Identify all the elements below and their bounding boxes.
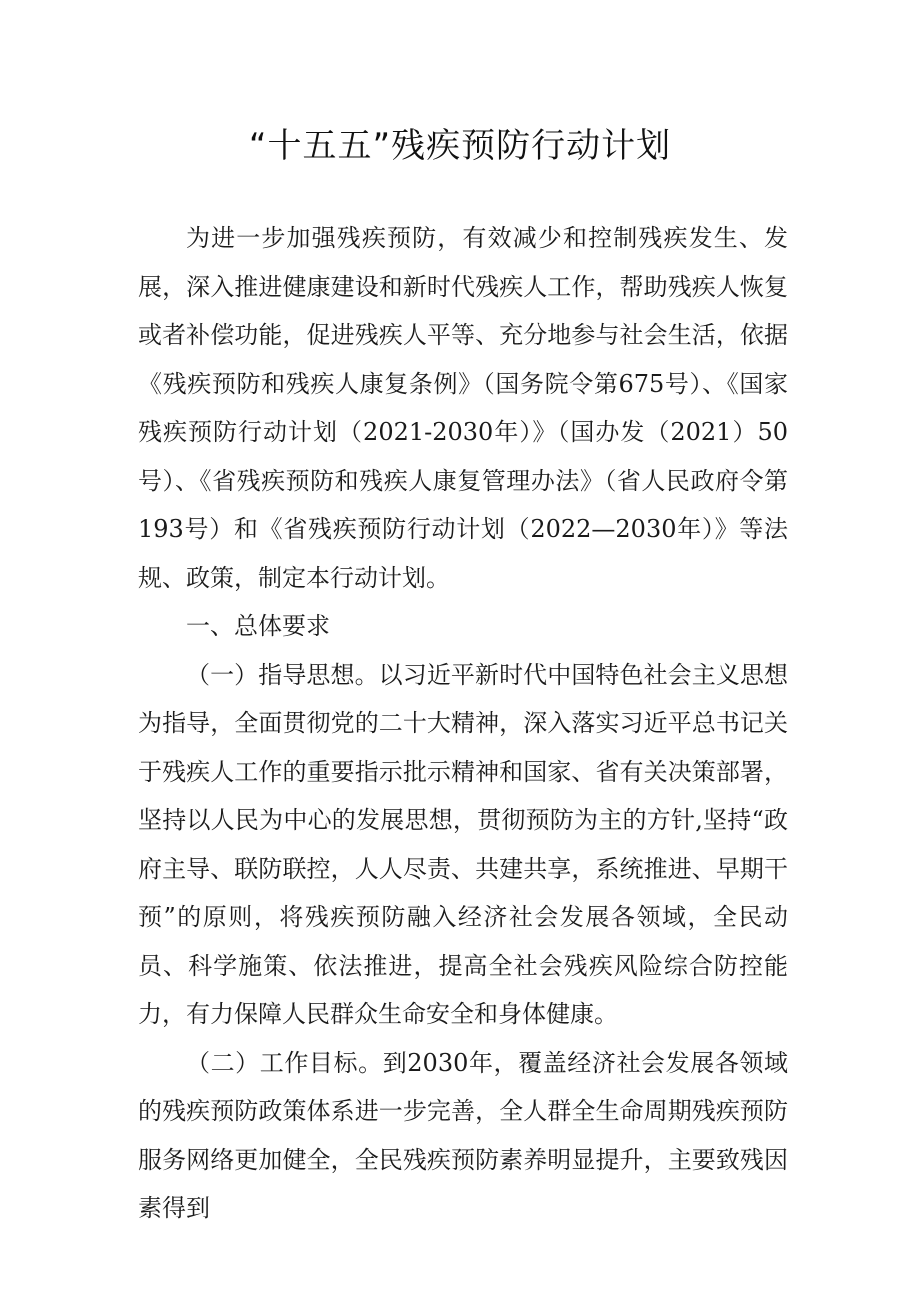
section-heading-general-requirements: 一、总体要求: [186, 612, 330, 640]
paragraph-intro: 为进一步加强残疾预防，有效减少和控制残疾发生、发展，深入推进健康建设和新时代残疾人工作，帮助残疾人恢复或者补偿功能，促进残疾人平等、充分地参与社会生活，依据《残疾预防和残疾人康复条例》（国务院令第675号）、《国家残疾预防行动计划（2021-2030年）》（国办发（2021）50号）、《省残疾预防和残疾人康复管理办法》（省人民政府令第193号）和《省残疾预防行动计划（2022—2030年）》等法规、政策，制定本行动计划。: [138, 224, 788, 592]
document-title: “十五五”残疾预防行动计划: [248, 126, 672, 166]
document-body: [138, 214, 788, 1233]
paragraph-guiding-ideology: （一）指导思想。以习近平新时代中国特色社会主义思想为指导，全面贯彻党的二十大精神，深入落实习近平总书记关于残疾人工作的重要指示批示精神和国家、省有关决策部署，坚持以人民为中心的发展思想，贯彻预防为主的方针,坚持“政府主导、联防联控，人人尽责、共建共享，系统推进、早期干预”的原则，将残疾预防融入经济社会发展各领域，全民动员、科学施策、依法推进，提高全社会残疾风险综合防控能力，有力保障人民群众生命安全和身体健康。: [138, 660, 788, 1028]
paragraph-work-objectives: （二）工作目标。到2030年，覆盖经济社会发展各领域的残疾预防政策体系进一步完善，全人群全生命周期残疾预防服务网络更加健全，全民残疾预防素养明显提升，主要致残因素得到: [138, 1048, 788, 1222]
